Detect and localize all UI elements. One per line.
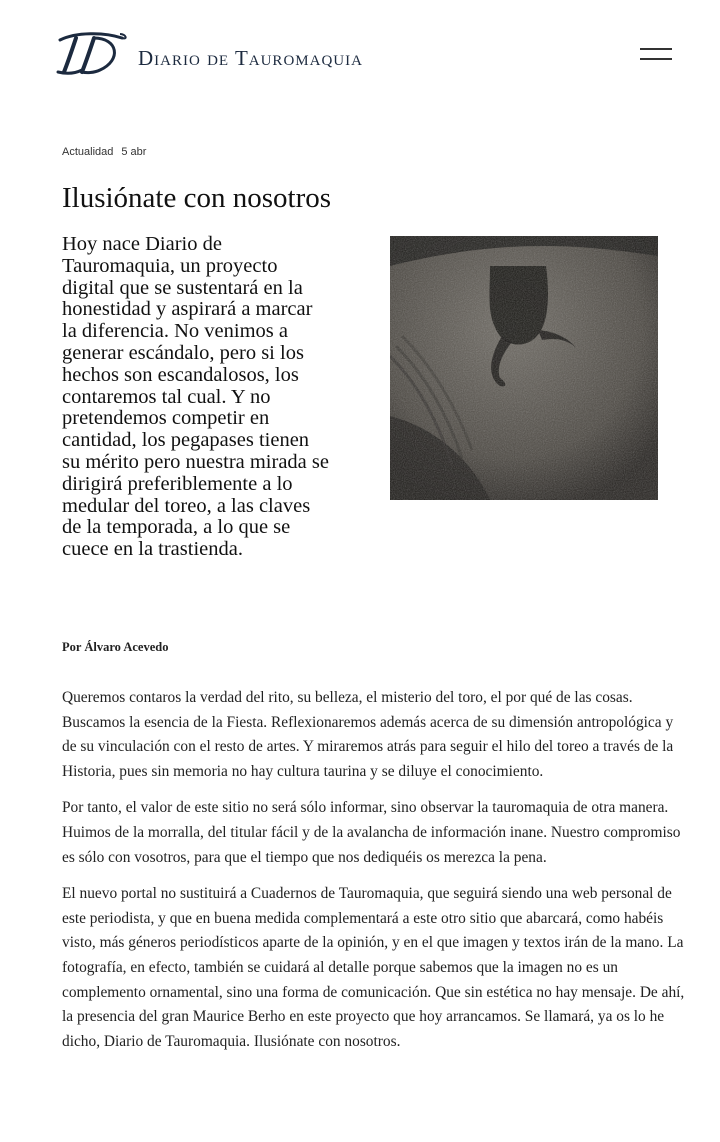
article-title: Ilusiónate con nosotros [62, 182, 332, 214]
site-title[interactable]: Diario de Tauromaquia [138, 46, 363, 70]
article-byline: Por Álvaro Acevedo [62, 640, 169, 654]
article-meta [62, 146, 146, 158]
body-paragraph: El nuevo portal no sustituirá a Cuadernos de Tauromaquia, que seguirá siendo una web personal de este periodista, y que en buena medida complementará a este otro sitio que abarcará, como habéis visto, más géneros periodísticos aparte de la opinión, y en el que imagen y textos irán de la mano. La fotografía, en efecto, también se cuidará al detalle porque sabemos que la imagen no es un complemento ornamental, sino una forma de comunicación. Que sin estética no hay mensaje. De ahí, la presencia del gran Maurice Berho en este proyecto que hoy arrancamos. Se llamará, ya os lo he dicho, Diario de Tauromaquia. Ilusiónate con nosotros. [62, 885, 685, 1050]
body-paragraph: Queremos contaros la verdad del rito, su belleza, el misterio del toro, el por qué de las cosas. Buscamos la esencia de la Fiesta. Reflexionaremos además acerca de su dimensión antropológica y de su vinculación con el resto de artes. Y miraremos atrás para seguir el hilo del toreo a través de la Historia, pues sin memoria no hay cultura taurina y se diluye el conocimiento. [62, 689, 674, 780]
article-photo [390, 236, 658, 500]
body-paragraph: Por tanto, el valor de este sitio no será sólo informar, sino observar la tauromaquia de otra manera. Huimos de la morralla, del titular fácil y de la avalancha de información inane. Nuestro compromiso es sólo con vosotros, para que el tiempo que nos dediquéis os merezca la pena. [62, 799, 681, 866]
logo-monogram-icon[interactable] [56, 30, 130, 76]
menu-button[interactable] [640, 46, 672, 64]
article-lead: Hoy nace Diario de Tauromaquia, un proyecto digital que se sustentará en la honestidad y aspirará a marcar la diferencia. No venimos a generar escándalo, pero si los hechos son escandalosos, los contaremos tal cual. Y no pretendemos competir en cantidad, los pegapases tienen su mérito pero nuestra mirada se dirigirá preferiblemente a lo medular del toreo, a las claves de la temporada, a lo que se cuece en la trastienda. [62, 233, 329, 561]
article-date: 5 abr [121, 146, 147, 158]
category-link[interactable]: Actualidad [62, 146, 114, 158]
hamburger-icon [640, 48, 672, 50]
bull-shadow-photo [390, 236, 658, 500]
site-header [0, 0, 720, 100]
article-body [62, 686, 686, 1066]
